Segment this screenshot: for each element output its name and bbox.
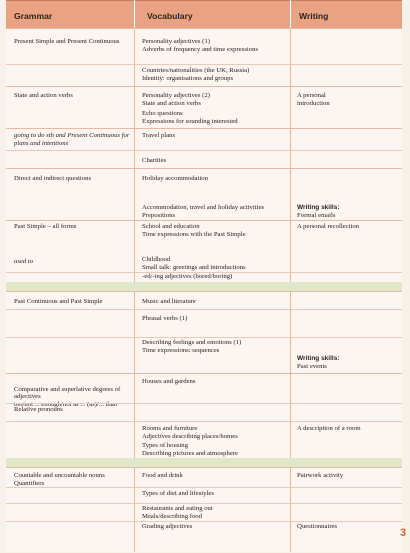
vocab-cell: Food and drink [142, 472, 183, 479]
table-row [6, 355, 402, 373]
writing-header-cell [291, 0, 402, 28]
writing-cell: A description of a room [297, 425, 361, 432]
grammar-cell: Present Simple and Present Continuous [14, 38, 120, 45]
table-row [6, 467, 402, 488]
vocab-cell: Personality adjectives (1) Adverbs of frequency and time expressions [142, 38, 259, 53]
table-row [6, 28, 402, 65]
grammar-header: Grammar [14, 11, 53, 21]
vocab-cell: Personality adjectives (2) State and action verbs [142, 92, 210, 107]
table-row [6, 150, 402, 169]
writing-skills-label: Writing skills: [297, 355, 340, 362]
vocab-cell: Childhood Small talk: greetings and introductions [142, 256, 246, 271]
vocab-cell: Restaurants and eating out Meals/describing food [142, 505, 213, 520]
grammar-cell: used to [14, 258, 34, 265]
table-row [6, 309, 402, 338]
grammar-cell: Past Continuous and Past Simple [14, 298, 103, 305]
table-row [6, 421, 402, 443]
vocab-cell: Holiday accommodation [142, 175, 208, 182]
table-row [6, 250, 402, 271]
table-row [6, 442, 402, 458]
grammar-text: Comparative and superlative degrees of adjectives too/not ... enough/not as ... (as)/... than [14, 385, 121, 408]
vocab-cell: School and education Time expressions with the Past Simple [142, 223, 246, 238]
vocab-cell: Music and literature [142, 298, 196, 305]
vocab-cell: Types of diet and lifestyles [142, 490, 214, 497]
vocab-cell: Types of housing Describing pictures and atmosphere [142, 442, 239, 457]
writing-skills-label: Writing skills: [297, 204, 340, 211]
grammar-cell: State and action verbs [14, 92, 73, 99]
vocabulary-header: Vocabulary [147, 11, 193, 21]
section-gap [6, 282, 402, 291]
section-gap [6, 458, 402, 467]
table-row [6, 110, 402, 128]
vocab-cell: Echo questions Expressions for sounding interested [142, 110, 238, 125]
table-header [6, 0, 402, 28]
vocab-cell: Rooms and furniture Adjectives describing places/homes [142, 425, 238, 440]
table-row [6, 168, 402, 203]
vocab-cell: Houses and gardens [142, 378, 196, 385]
grammar-cell: Past Simple – all forms [14, 223, 77, 230]
page-number: 3 [399, 527, 407, 539]
writing-cell: A personal introduction [297, 92, 330, 107]
writing-header: Writing [299, 11, 329, 21]
writing-cell: Questionnaires [297, 523, 338, 530]
vocab-cell: Accommodation, travel and holiday activities Prepositions [142, 204, 265, 219]
table-row [6, 521, 402, 553]
table-row [6, 373, 402, 408]
vocab-cell: Describing feelings and emotions (1) Time expressions: sequences [142, 339, 242, 354]
writing-cell: Past events [297, 363, 327, 370]
table-row [6, 128, 402, 151]
vocab-cell: Travel plans [142, 132, 176, 139]
grammar-cell: Relative pronouns [14, 406, 63, 413]
table-row [6, 220, 402, 251]
vocabulary-header-cell [135, 0, 290, 28]
vocab-text: -ed/-ing adjectives (bored/boring) [142, 273, 233, 280]
table-row [6, 64, 402, 87]
table-row [6, 272, 402, 283]
grammar-cell: going to do sth and Present Continuous for plans and intentions [14, 132, 130, 147]
vocab-cell: Charities [142, 157, 167, 164]
table-row [6, 503, 402, 522]
vocab-cell: Grading adjectives [142, 523, 193, 530]
table-row [6, 202, 402, 220]
writing-cell: A personal recollection [297, 223, 360, 230]
grammar-cell: Countable and uncountable nouns Quantifiers [14, 472, 105, 487]
writing-cell: Pairwork activity [297, 472, 344, 479]
table-row [6, 403, 402, 422]
vocab-cell: Countries/nationalities (the UK, Russia) Identity: organisations and groups [142, 67, 250, 82]
grammar-cell: Direct and indirect questions [14, 175, 92, 182]
writing-cell: Formal emails [297, 212, 336, 219]
vocab-cell [142, 273, 294, 281]
vocab-cell: Phrasal verbs (1) [142, 315, 188, 322]
table-row [6, 337, 402, 356]
table-row [6, 487, 402, 504]
table-row [6, 291, 402, 310]
grammar-header-cell [6, 0, 134, 28]
